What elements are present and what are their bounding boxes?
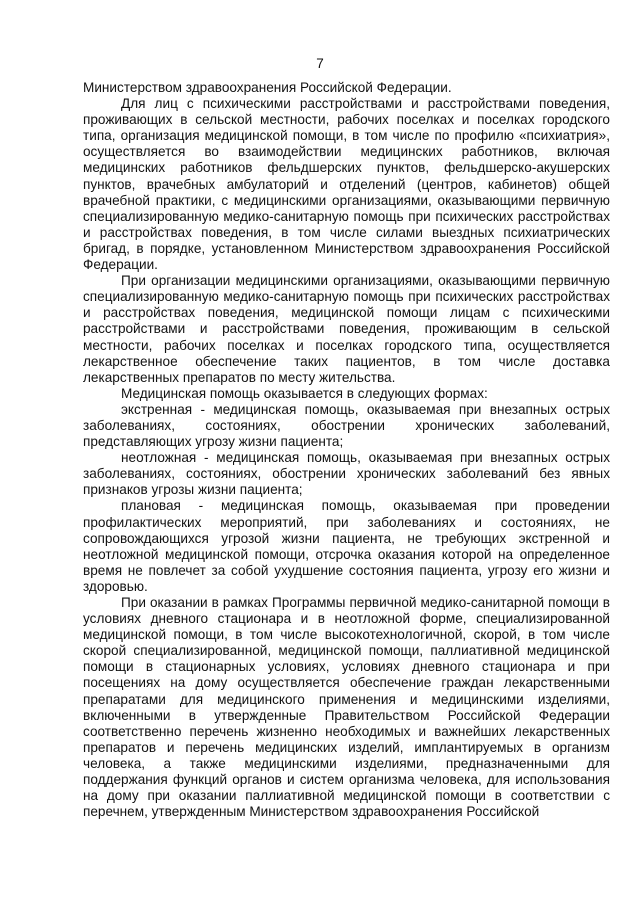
paragraph-medication-provision: При оказании в рамках Программы первичной медико-санитарной помощи в условиях дневного стационара и в неотложной форме, специализированной медицинской помощи, в том числе высокотехнологичной, скорой, в том числе скорой специализированной, медицинской помощи, паллиативной медицинской помощи в стационарных условиях, условиях дневного стационара и при посещениях на дому осуществляется обеспечение граждан лекарственными препаратами для медицинского применения и медицинскими изделиями, включенными в утвержденные Правительством Российской Федерации соответственно перечень жизненно необходимых и важнейших лекарственных препаратов и перечень медицинских изделий, имплантируемых в организм человека, а также медицинскими изделиями, предназначенными для поддержания функций органов и систем организма человека, для использования на дому при оказании паллиативной медицинской помощи в соответствии с перечнем, утвержденным Министерством здравоохранения Российской	[83, 595, 610, 820]
page-number: 7	[316, 56, 324, 71]
paragraph-continuation: Министерством здравоохранения Российской Федерации.	[83, 80, 452, 95]
paragraph-care-forms-intro: Медицинская помощь оказывается в следующих формах:	[121, 385, 488, 401]
paragraph-urgent-form: неотложная - медицинская помощь, оказываемая при внезапных острых заболеваниях, состояниях, обострении хронических заболеваний без явных признаков угрозы жизни пациента;	[83, 450, 610, 498]
paragraph-rural-psychiatric-care: Для лиц с психическими расстройствами и расстройствами поведения, проживающих в сельской местности, рабочих поселках и поселках городского типа, организация медицинской помощи, в том числе по профилю «психиатрия», осуществляется во взаимодействии медицинских работников, включая медицинских работников фельдшерских пунктов, фельдшерско-акушерских пунктов, врачебных амбулаторий и отделений (центров, кабинетов) общей врачебной практики, с медицинскими организациями, оказывающими первичную специализированную медико-санитарную помощь при психических расстройствах и расстройствах поведения, в том числе силами выездных психиатрических бригад, в порядке, установленном Министерством здравоохранения Российской Федерации.	[83, 96, 610, 273]
document-body	[83, 80, 610, 820]
paragraph-drug-delivery: При организации медицинскими организациями, оказывающими первичную специализированную медико-санитарную помощь при психических расстройствах и расстройствах поведения, медицинской помощи лицам с психическими расстройствами и расстройствами поведения, проживающим в сельской местности, рабочих поселках и поселках городского типа, осуществляется лекарственное обеспечение таких пациентов, в том числе доставка лекарственных препаратов по месту жительства.	[83, 273, 610, 385]
paragraph-emergency-form: экстренная - медицинская помощь, оказываемая при внезапных острых заболеваниях, состояниях, обострении хронических заболеваний, представляющих угрозу жизни пациента;	[83, 401, 610, 450]
paragraph-planned-form: плановая - медицинская помощь, оказываемая при проведении профилактических мероприятий, при заболеваниях и состояниях, не сопровождающихся угрозой жизни пациента, не требующих экстренной и неотложной медицинской помощи, отсрочка оказания которой на определенное время не повлечет за собой ухудшение состояния пациента, угрозу его жизни и здоровью.	[83, 498, 610, 594]
